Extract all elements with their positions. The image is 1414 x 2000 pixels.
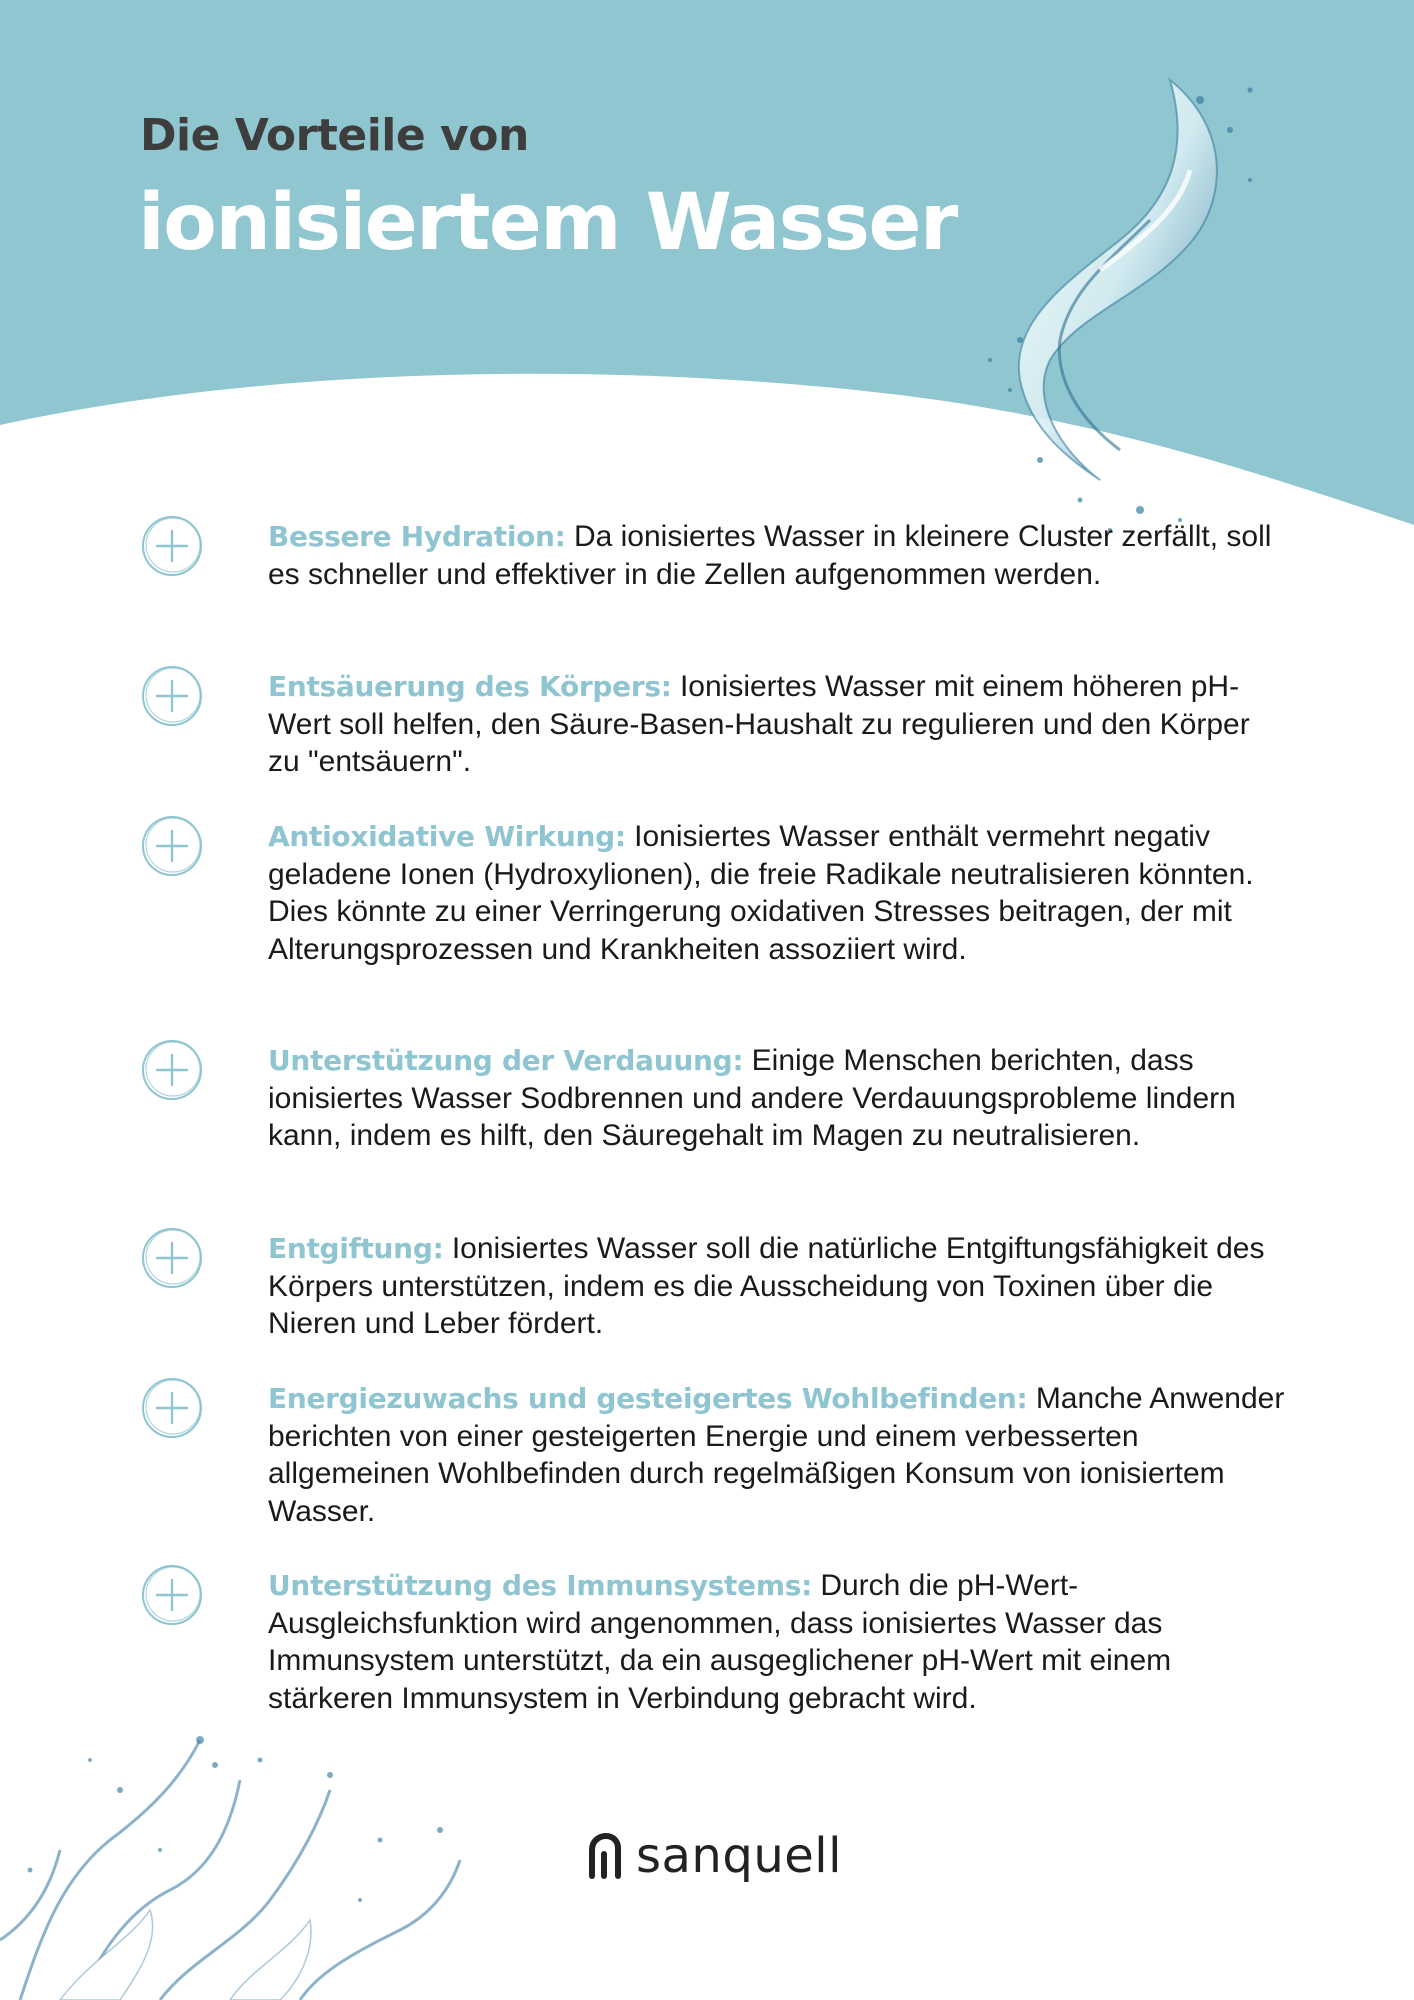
benefit-description: Manche Anwender berichten von einer gesteigerten Energie und einem verbesserten allgemeinen Wohlbefinden durch regelmäßigen Konsum von ionisiertem Wasser. <box>268 1382 1285 1528</box>
brand-name: sanquell <box>636 1828 842 1884</box>
brand-logo <box>586 1826 842 1886</box>
benefit-label: Entsäuerung des Körpers: <box>268 670 672 703</box>
benefit-description: Einige Menschen berichten, dass ionisiertes Wasser Sodbrennen und andere Verdauungsprobleme lindern kann, indem es hilft, den Säuregehalt im Magen zu neutralisieren. <box>268 1044 1236 1152</box>
benefit-description: Ionisiertes Wasser soll die natürliche Entgiftungsfähigkeit des Körpers unterstützen, indem es die Ausscheidung von Toxinen über die Nieren und Leber fördert. <box>268 1232 1265 1340</box>
benefit-label: Unterstützung der Verdauung: <box>268 1044 744 1077</box>
plus-circle-icon <box>140 664 204 728</box>
plus-circle-icon <box>140 1376 204 1440</box>
page-title-line2: ionisiertem Wasser <box>138 178 957 268</box>
water-splash-image <box>950 60 1310 540</box>
benefit-label: Energiezuwachs und gesteigertes Wohlbefinden: <box>268 1382 1028 1415</box>
benefit-description: Ionisiertes Wasser enthält vermehrt negativ geladene Ionen (Hydroxylionen), die freie Radikale neutralisieren könnten. Dies könnte zu einer Verringerung oxidativen Stresses beitragen, der mit Alterungsprozessen und Krankheiten assoziiert wird. <box>268 820 1254 966</box>
plus-circle-icon <box>140 514 204 578</box>
plus-circle-icon <box>140 814 204 878</box>
benefit-text <box>268 518 1288 593</box>
benefit-label: Bessere Hydration: <box>268 520 566 553</box>
benefit-text <box>268 1230 1288 1343</box>
plus-circle-icon <box>140 1226 204 1290</box>
benefit-label: Antioxidative Wirkung: <box>268 820 626 853</box>
benefit-label: Unterstützung des Immunsystems: <box>268 1569 812 1602</box>
benefit-text <box>268 1380 1288 1530</box>
benefit-text <box>268 818 1288 968</box>
benefit-description: Durch die pH-Wert-Ausgleichsfunktion wird angenommen, dass ionisiertes Wasser das Immunsystem unterstützt, da ein ausgeglichener pH-Wert mit einem stärkeren Immunsystem in Verbindung gebracht wird. <box>268 1569 1172 1715</box>
page-title-line1: Die Vorteile von <box>140 110 529 161</box>
benefit-text <box>268 1567 1288 1717</box>
plus-circle-icon <box>140 1563 204 1627</box>
benefit-label: Entgiftung: <box>268 1232 444 1265</box>
water-splash-bottom-image <box>0 1720 480 2000</box>
benefit-description: Da ionisiertes Wasser in kleinere Cluster zerfällt, soll es schneller und effektiver in die Zellen aufgenommen werden. <box>268 520 1272 591</box>
plus-circle-icon <box>140 1038 204 1102</box>
benefit-text <box>268 668 1288 781</box>
benefit-text <box>268 1042 1288 1155</box>
benefit-description: Ionisiertes Wasser mit einem höheren pH-Wert soll helfen, den Säure-Basen-Haushalt zu regulieren und den Körper zu "entsäuern". <box>268 670 1250 778</box>
brand-mark-icon <box>586 1832 622 1880</box>
